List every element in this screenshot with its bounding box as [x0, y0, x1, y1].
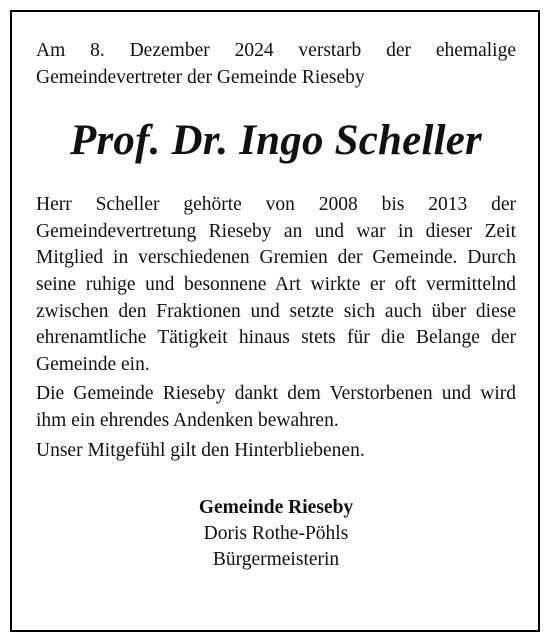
signature-title: Bürgermeisterin [212, 549, 340, 571]
paragraph-condolence: Unser Mitgefühl gilt den Hinterbliebenen. [36, 439, 365, 461]
paragraph-biography: Herr Scheller gehörte von 2008 bis 2013 der Gemeindevertretung Rieseby an und war in dieser Zeit Mitglied in verschiedenen Gremien der Gemeinde. Durch seine ruhige und besonnene Art wirkte er oft vermittelnd zwischen den Fraktionen und setzte sich auch über diese ehrenamtliche Tätigkeit hinaus stets für die Belange der Gemeinde ein. [36, 194, 516, 375]
signature-organization: Gemeinde Rieseby [198, 497, 354, 519]
signature-person: Doris Rothe-Pöhls [203, 523, 349, 545]
deceased-name: Prof. Dr. Ingo Scheller [70, 117, 482, 165]
signature-block [36, 495, 516, 573]
notice-frame [10, 10, 540, 632]
intro-text: Am 8. Dezember 2024 verstarb der ehemalige Gemeindevertreter der Gemeinde Rieseby [36, 40, 516, 88]
notice-content [36, 38, 516, 573]
paragraph-thanks: Die Gemeinde Rieseby dankt dem Verstorbenen und wird ihm ein ehrendes Andenken bewahren. [36, 383, 516, 431]
